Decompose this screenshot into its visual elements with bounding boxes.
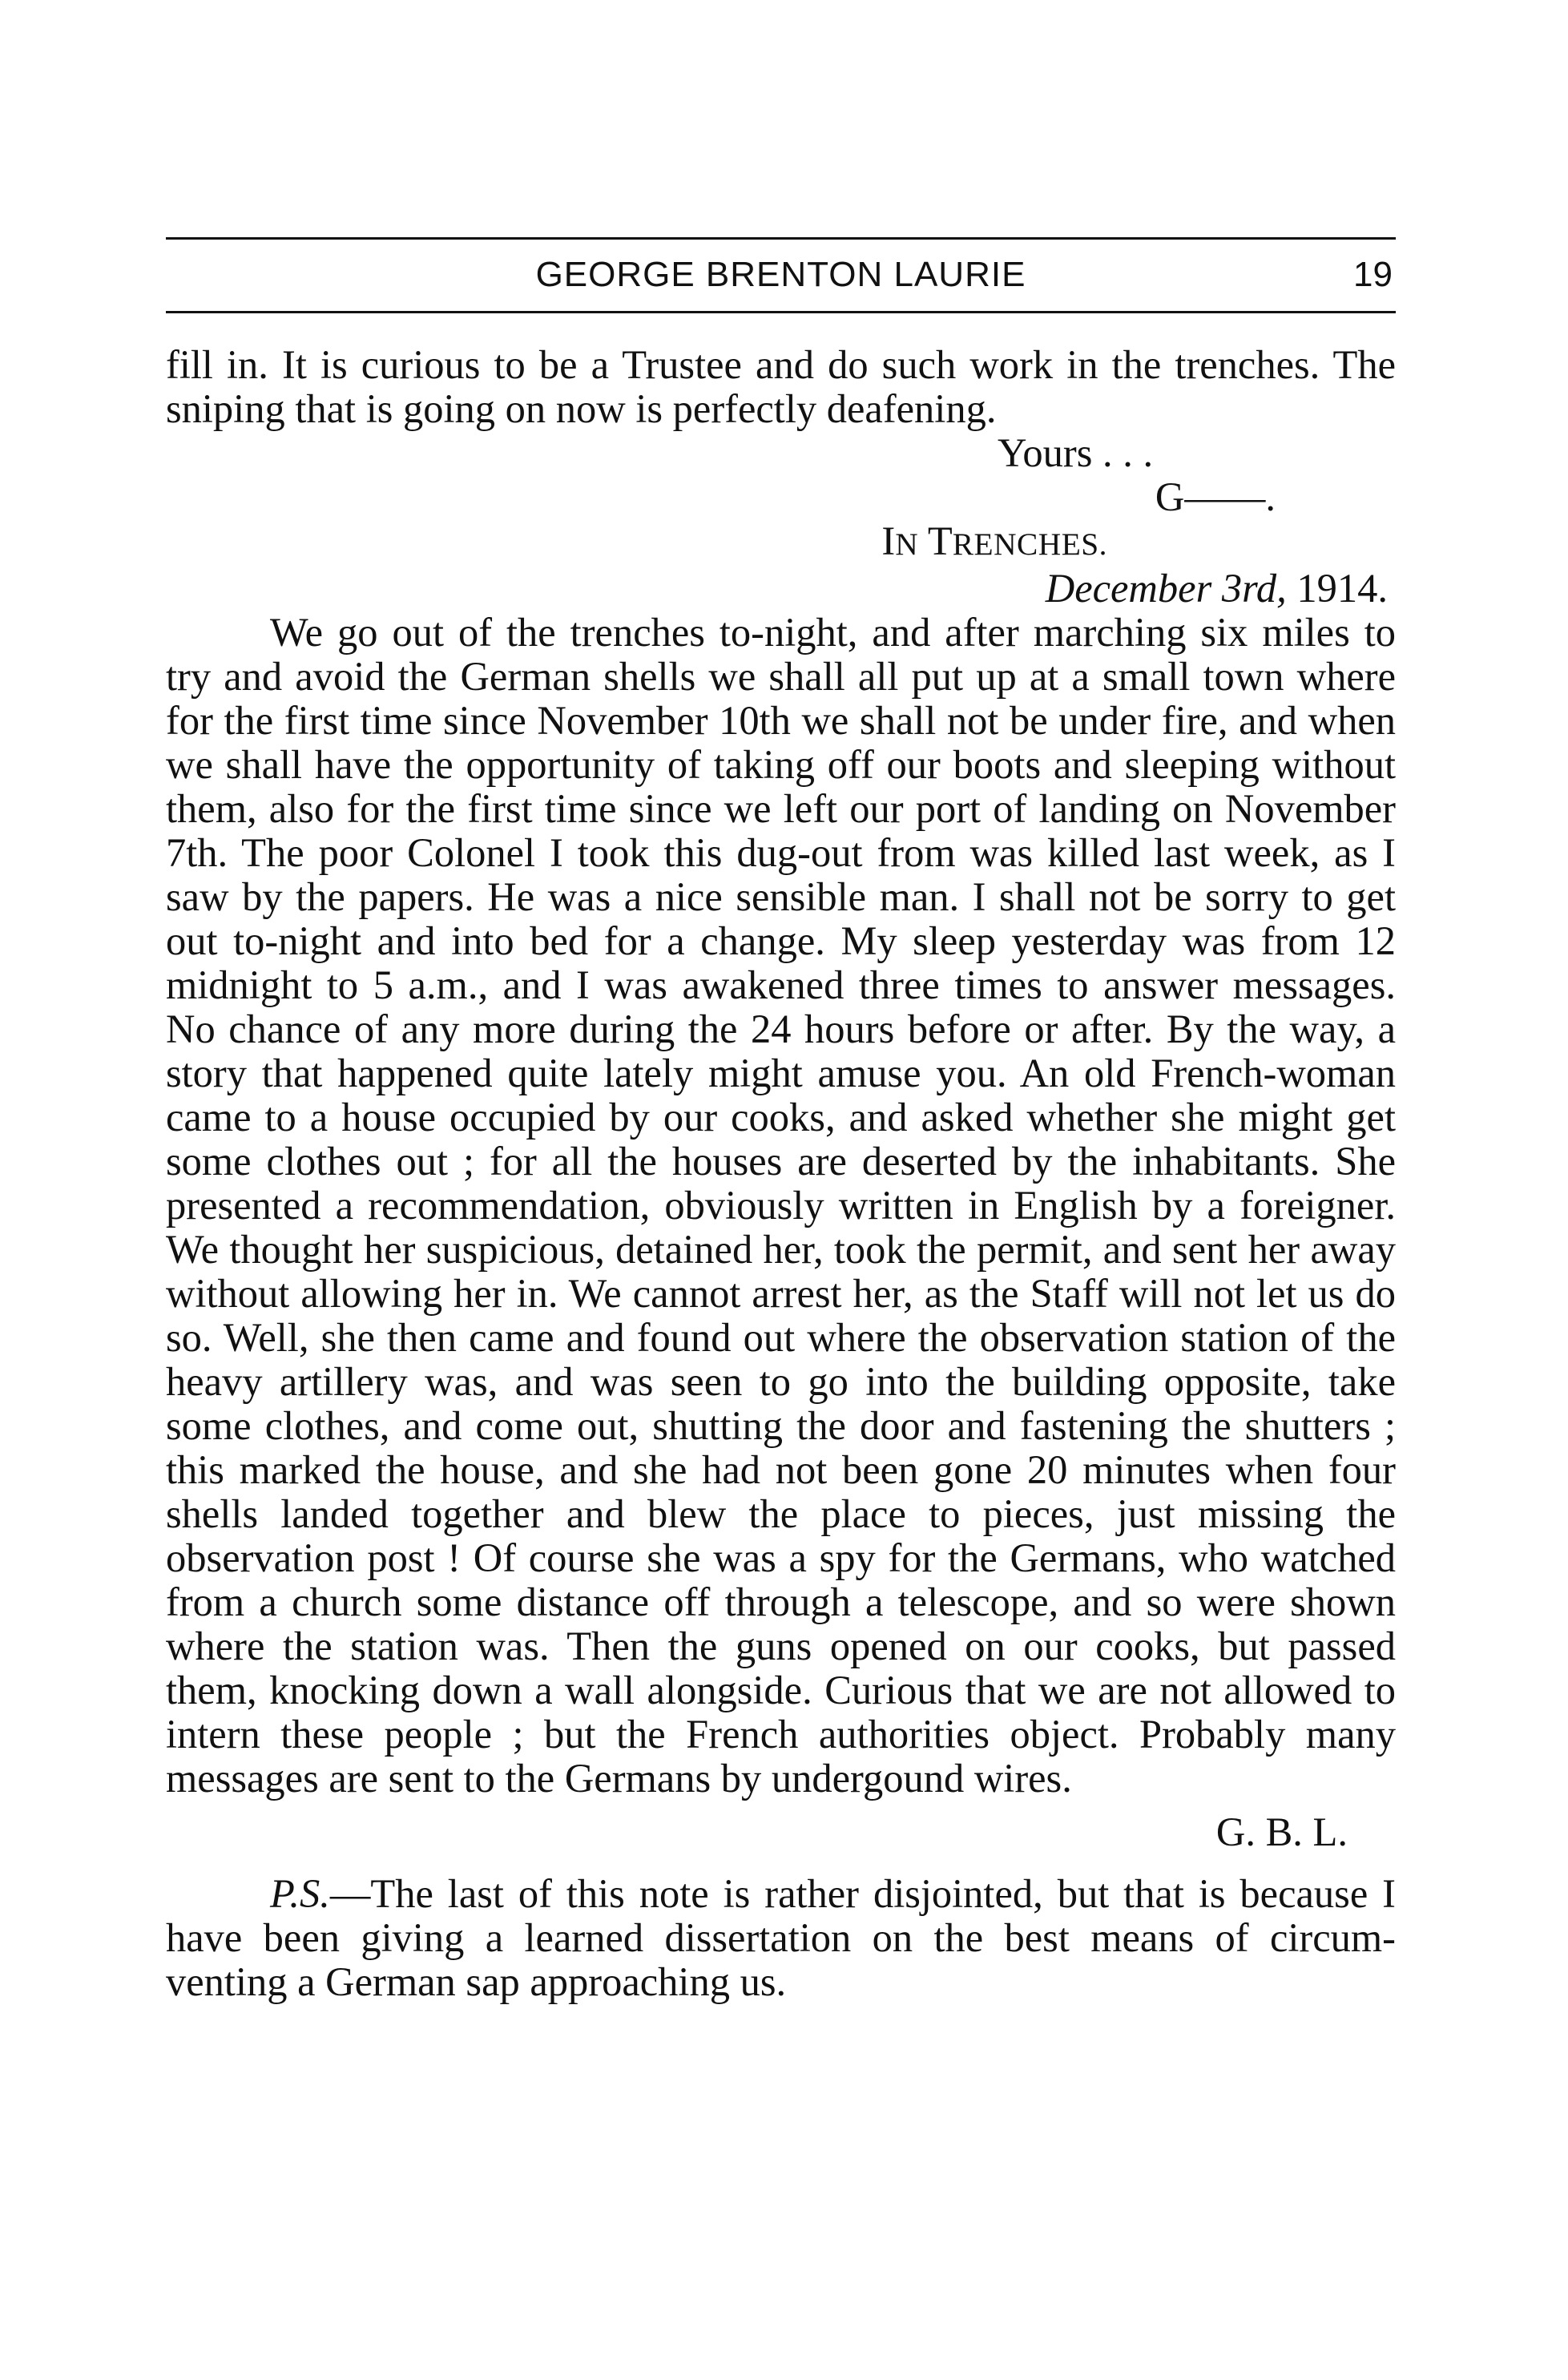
letter-signature-gbl: G. B. L. <box>1215 1809 1348 1854</box>
page-body <box>166 343 1396 2004</box>
place-rest-trenches: RENCHES. <box>952 526 1107 562</box>
header-rule-top <box>166 237 1396 240</box>
letter-body: We go out of the trenches to-night, and after marching six miles to try and avoid the German shells we shall all put up at a small town where for the first time since November 10th we shall not be under fire, and when we shall have the opportunity of taking off our boots and sleeping without them, also for the first time since we left our port of landing on November 7th. The poor Colonel I took this dug-out from was killed last week, as I saw by the papers. He was a nice sensible man. I shall not be sorry to get out to-night and into bed for a change. My sleep yesterday was from 12 midnight to 5 a.m., and I was awakened three times to answer messages. No chance of any more during the 24 hours before or after. By the way, a story that happened quite lately might amuse you. An old French-woman came to a house occupied by our cooks, and asked whether she might get some clothes out ; for all the houses are deserted by the inhabitants. She presented a recommendation, obviously written in English by a foreigner. We thought her suspicious, detained her, took the permit, and sent her away without allowing her in. We cannot arrest her, as the Staff will not let us do so. Well, she then came and found out where the observation station of the heavy artillery was, and was seen to go into the building opposite, take some clothes, and come out, shutting the door and fastening the shutters ; this marked the house, and she had not been gone 20 minutes when four shells landed together and blew the place to pieces, just missing the observation post ! Of course she was a spy for the Germans, who watched from a church some distance off through a telescope, and so were shown where the station was. Then the guns opened on our cooks, but passed them, knocking down a wall alongside. Curious that we are not allowed to intern these people ; but the French authorities object. Probably many messages are sent to the Germans by undergound wires. <box>166 610 1396 1801</box>
place-rest-in: N <box>895 526 919 562</box>
postscript <box>166 1872 1396 2004</box>
letter-place-heading <box>166 519 1396 567</box>
letter-continuation: fill in. It is curious to be a Trustee and do such work in the trenches. The sniping that is going on now is perfectly deafening. <box>166 342 1396 431</box>
letter-closing: Yours . . . <box>998 430 1154 475</box>
place-initial-in: I <box>881 518 896 563</box>
letter-date-day: December 3rd, <box>1045 566 1287 611</box>
running-title: GEORGE BRENTON LAURIE <box>535 255 1026 294</box>
postscript-text: —The last of this note is rather disjointed, but that is because I have been giving a learned dissertation on the best means of circum-venting a German sap approaching us. <box>166 1871 1396 2004</box>
postscript-label: P.S. <box>270 1871 330 1916</box>
header-rule-bottom <box>166 311 1396 313</box>
page-number: 19 <box>1353 255 1393 294</box>
letter-date-year: 1914. <box>1296 566 1388 611</box>
letter-signature-initial: G——. <box>1155 474 1276 519</box>
letter-date <box>166 567 1396 611</box>
place-initial-trenches: T <box>927 518 953 563</box>
running-header <box>166 237 1396 314</box>
